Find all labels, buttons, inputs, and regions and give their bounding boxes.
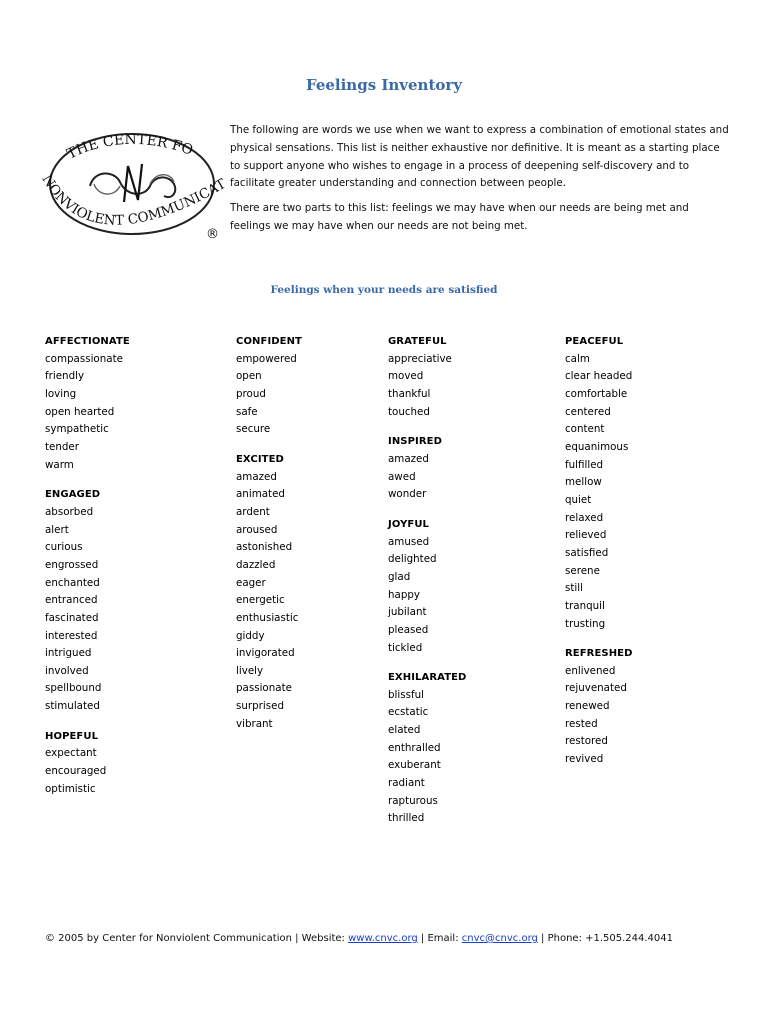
- feeling-word: appreciative: [388, 352, 452, 365]
- feeling-word: stimulated: [45, 700, 100, 713]
- feeling-word: spellbound: [45, 682, 102, 695]
- footer-phone: | Phone: +1.505.244.4041: [537, 933, 674, 944]
- feeling-word: serene: [565, 564, 600, 577]
- logo-text-top: THE CENTER FO: [64, 131, 195, 163]
- feeling-group: [565, 333, 633, 633]
- feeling-word: involved: [45, 664, 89, 677]
- feeling-word: animated: [236, 488, 285, 501]
- feeling-word: calm: [565, 352, 590, 365]
- feeling-group: [45, 333, 130, 474]
- feeling-word: passionate: [236, 682, 292, 695]
- feeling-word: intrigued: [45, 647, 92, 660]
- feeling-word: clear headed: [565, 370, 633, 383]
- feeling-word: jubilant: [388, 606, 427, 619]
- footer: [45, 933, 745, 944]
- feelings-column: [45, 333, 130, 810]
- feeling-group-heading: INSPIRED: [388, 436, 442, 448]
- feeling-group-heading: GRATEFUL: [388, 336, 447, 347]
- feeling-word: quiet: [565, 493, 592, 506]
- feeling-group: [388, 433, 466, 504]
- feeling-group: [236, 451, 302, 734]
- intro-paragraph: There are two parts to this list: feelings we may have when our needs are being met and feelings we may have when our needs are not being met.: [230, 202, 689, 232]
- feeling-group: [388, 333, 466, 421]
- feeling-word: radiant: [388, 777, 425, 790]
- feeling-word: thankful: [388, 387, 431, 400]
- feeling-group-heading: JOYFUL: [388, 518, 430, 530]
- feeling-word: thrilled: [388, 812, 425, 825]
- feeling-group: [565, 645, 633, 769]
- page-title: Feelings Inventory: [305, 76, 462, 94]
- feeling-word: compassionate: [45, 352, 123, 365]
- feeling-word: encouraged: [45, 765, 107, 778]
- feeling-word: open: [236, 370, 262, 383]
- feeling-group-heading: AFFECTIONATE: [45, 336, 130, 347]
- feeling-word: lively: [236, 664, 264, 677]
- feeling-word: empowered: [236, 352, 297, 365]
- feeling-word: fascinated: [45, 611, 99, 624]
- feeling-word: astonished: [236, 541, 293, 554]
- registered-mark: ®: [206, 227, 219, 242]
- feeling-word: mellow: [565, 476, 602, 489]
- feeling-group-heading: EXCITED: [236, 453, 284, 465]
- feeling-word: friendly: [45, 370, 85, 383]
- feeling-word: rapturous: [388, 794, 438, 807]
- feeling-word: amused: [388, 535, 430, 548]
- feeling-word: rested: [565, 717, 598, 730]
- feelings-column: [236, 333, 302, 745]
- footer-email-label: | Email:: [417, 933, 462, 944]
- feeling-word: aroused: [236, 523, 278, 536]
- footer-copyright: © 2005 by Center for Nonviolent Communication | Website:: [45, 933, 349, 944]
- feeling-group-heading: HOPEFUL: [45, 730, 99, 742]
- feeling-word: surprised: [236, 700, 284, 713]
- feeling-word: warm: [45, 458, 74, 471]
- feeling-group-heading: EXHILARATED: [388, 672, 467, 684]
- feeling-word: content: [565, 423, 605, 436]
- feeling-word: interested: [45, 629, 98, 642]
- feeling-word: absorbed: [45, 505, 94, 518]
- feeling-group: [388, 516, 466, 657]
- intro-paragraph: The following are words we use when we want to express a combination of emotional states and physical sensations. This list is neither exhaustive nor definitive. It is meant as a starting place to support anyone who wishes to engage in a process of deepening self-discovery and to facilitate greater understanding and connection between people.: [230, 124, 729, 190]
- intro-text: [230, 122, 730, 243]
- feeling-word: renewed: [565, 700, 610, 713]
- feeling-group-heading: CONFIDENT: [236, 336, 302, 347]
- feeling-word: revived: [565, 753, 604, 766]
- feeling-word: amazed: [236, 470, 277, 483]
- feeling-group-heading: REFRESHED: [565, 648, 633, 660]
- feeling-word: giddy: [236, 629, 265, 642]
- feeling-word: elated: [388, 724, 421, 737]
- feeling-group-heading: PEACEFUL: [565, 336, 624, 347]
- feeling-word: restored: [565, 735, 608, 748]
- feeling-word: centered: [565, 405, 611, 418]
- feeling-word: satisfied: [565, 546, 609, 559]
- feeling-word: energetic: [236, 594, 285, 607]
- feeling-word: loving: [45, 387, 77, 400]
- email-link[interactable]: cnvc@cnvc.org: [461, 933, 538, 944]
- feeling-word: tranquil: [565, 599, 605, 612]
- feeling-word: tender: [45, 440, 80, 453]
- feeling-word: enlivened: [565, 664, 616, 677]
- feeling-word: sympathetic: [45, 423, 109, 436]
- feeling-word: exuberant: [388, 759, 441, 772]
- feeling-group: [45, 486, 130, 716]
- feeling-word: relieved: [565, 529, 607, 542]
- feeling-word: blissful: [388, 688, 424, 701]
- feeling-word: moved: [388, 370, 424, 383]
- cnvc-logo-mark-icon: [34, 126, 234, 246]
- feeling-word: enchanted: [45, 576, 100, 589]
- feeling-word: trusting: [565, 617, 606, 630]
- feeling-word: amazed: [388, 452, 429, 465]
- feeling-group: [388, 669, 466, 828]
- feeling-word: vibrant: [236, 717, 273, 730]
- feeling-word: touched: [388, 405, 430, 418]
- feeling-word: relaxed: [565, 511, 604, 524]
- feeling-word: tickled: [388, 641, 423, 654]
- feeling-word: open hearted: [45, 405, 115, 418]
- logo-text-bottom: NONVIOLENT COMMUNICAT: [38, 171, 229, 229]
- feeling-word: secure: [236, 423, 271, 436]
- feeling-word: equanimous: [565, 440, 629, 453]
- feeling-word: enthralled: [388, 741, 441, 754]
- feelings-column: [565, 333, 633, 781]
- feeling-word: eager: [236, 576, 266, 589]
- feeling-word: wonder: [388, 488, 427, 501]
- feeling-word: enthusiastic: [236, 611, 299, 624]
- feeling-word: entranced: [45, 594, 98, 607]
- feeling-word: ecstatic: [388, 706, 429, 719]
- feeling-word: optimistic: [45, 782, 96, 795]
- feeling-word: ardent: [236, 505, 270, 518]
- feeling-word: glad: [388, 570, 411, 583]
- feeling-word: happy: [388, 588, 421, 601]
- feeling-group: [45, 728, 130, 799]
- feeling-word: still: [565, 582, 583, 595]
- feeling-group: [236, 333, 302, 439]
- feeling-word: alert: [45, 523, 69, 536]
- website-link[interactable]: www.cnvc.org: [348, 933, 418, 944]
- feeling-word: delighted: [388, 553, 437, 566]
- feeling-group-heading: ENGAGED: [45, 489, 101, 501]
- feeling-word: proud: [236, 387, 266, 400]
- feeling-word: engrossed: [45, 558, 99, 571]
- feeling-word: fulfilled: [565, 458, 604, 471]
- feeling-word: awed: [388, 470, 416, 483]
- feeling-word: invigorated: [236, 647, 295, 660]
- feeling-word: expectant: [45, 747, 97, 760]
- feelings-column: [388, 333, 466, 840]
- feeling-word: safe: [236, 405, 258, 418]
- feeling-word: dazzled: [236, 558, 276, 571]
- feeling-word: rejuvenated: [565, 682, 627, 695]
- section-subtitle: Feelings when your needs are satisfied: [270, 284, 498, 296]
- feeling-word: curious: [45, 541, 83, 554]
- cnvc-logo: [34, 126, 234, 246]
- feeling-word: pleased: [388, 623, 429, 636]
- feeling-word: comfortable: [565, 387, 628, 400]
